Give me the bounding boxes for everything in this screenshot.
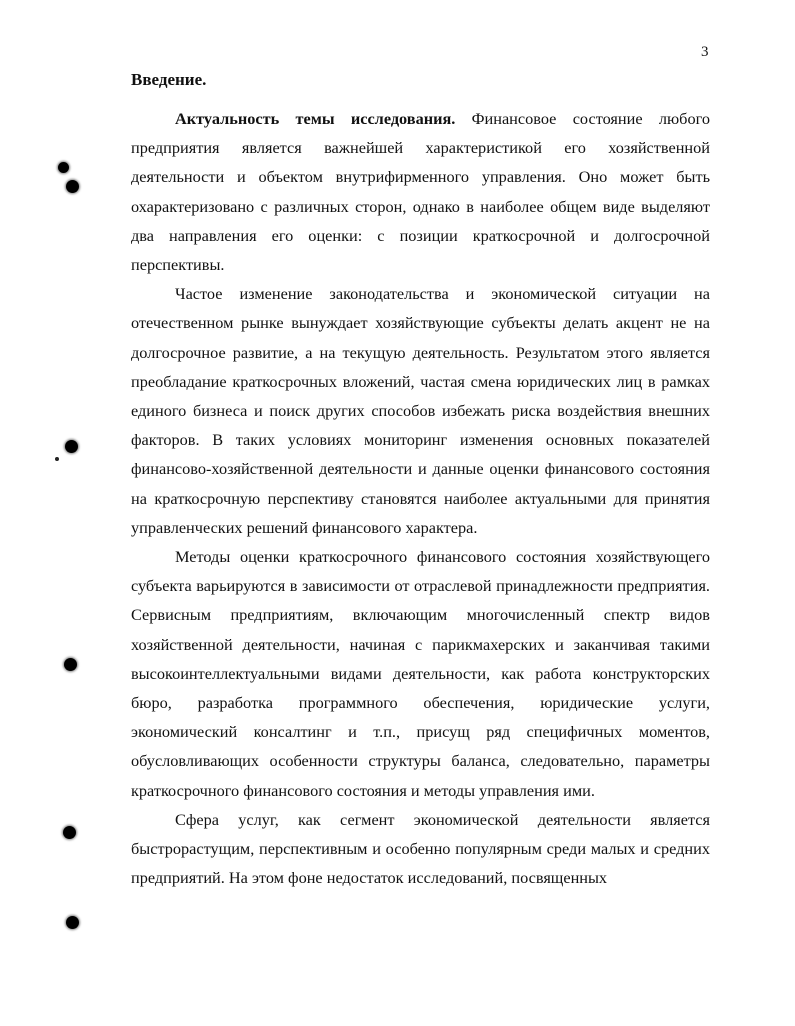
- punch-hole-4: [64, 658, 77, 671]
- punch-hole-6: [66, 916, 79, 929]
- paragraph-2: Частое изменение законодательства и экономической ситуации на отечественном рынке вынуждает хозяйствующие субъекты делать акцент не на долгосрочное развитие, а на текущую деятельность. Результатом этого является преобладание краткосрочных вложений, частая смена юридических лиц в рамках единого бизнеса и поиск других способов избежать риска воздействия внешних факторов. В таких условиях мониторинг изменения основных показателей финансово-хозяйственной деятельности и данные оценки финансового состояния на краткосрочную перспективу становятся наиболее актуальными для принятия управленческих решений финансового характера.: [131, 284, 710, 537]
- paragraph-1-lead: Актуальность темы исследования.: [175, 109, 456, 128]
- punch-hole-3: [65, 440, 78, 453]
- paragraph-1-text: Финансовое состояние любого предприятия является важнейшей характеристикой его хозяйственной деятельности и объектом внутрифирменного управления. Оно может быть охарактеризовано с различных сторон, однако в наиболее общем виде выделяют два направления его оценки: с позиции краткосрочной и долгосрочной перспективы.: [131, 109, 710, 275]
- page-heading: Введение.: [131, 70, 207, 89]
- paragraph-1: [131, 104, 710, 279]
- punch-hole-2: [66, 180, 79, 193]
- document-body: [131, 104, 710, 892]
- page-number: 3: [701, 44, 709, 60]
- scan-speck: [55, 457, 59, 461]
- punch-hole-5: [63, 826, 76, 839]
- paragraph-4: Сфера услуг, как сегмент экономической деятельности является быстрорастущим, перспективным и особенно популярным среди малых и средних предприятий. На этом фоне недостаток исследований, посвященных: [131, 809, 710, 888]
- punch-hole-1: [58, 162, 69, 173]
- paragraph-3: Методы оценки краткосрочного финансового состояния хозяйствующего субъекта варьируются в зависимости от отраслевой принадлежности предприятия. Сервисным предприятиям, включающим многочисленный спектр видов хозяйственной деятельности, начиная с парикмахерских и заканчивая такими высокоинтеллектуальными видами деятельности, как работа конструкторских бюро, разработка программного обеспечения, юридические услуги, экономический консалтинг и т.п., присущ ряд специфичных моментов, обусловливающих особенности структуры баланса, следовательно, параметры краткосрочного финансового состояния и методы управления ими.: [131, 547, 710, 800]
